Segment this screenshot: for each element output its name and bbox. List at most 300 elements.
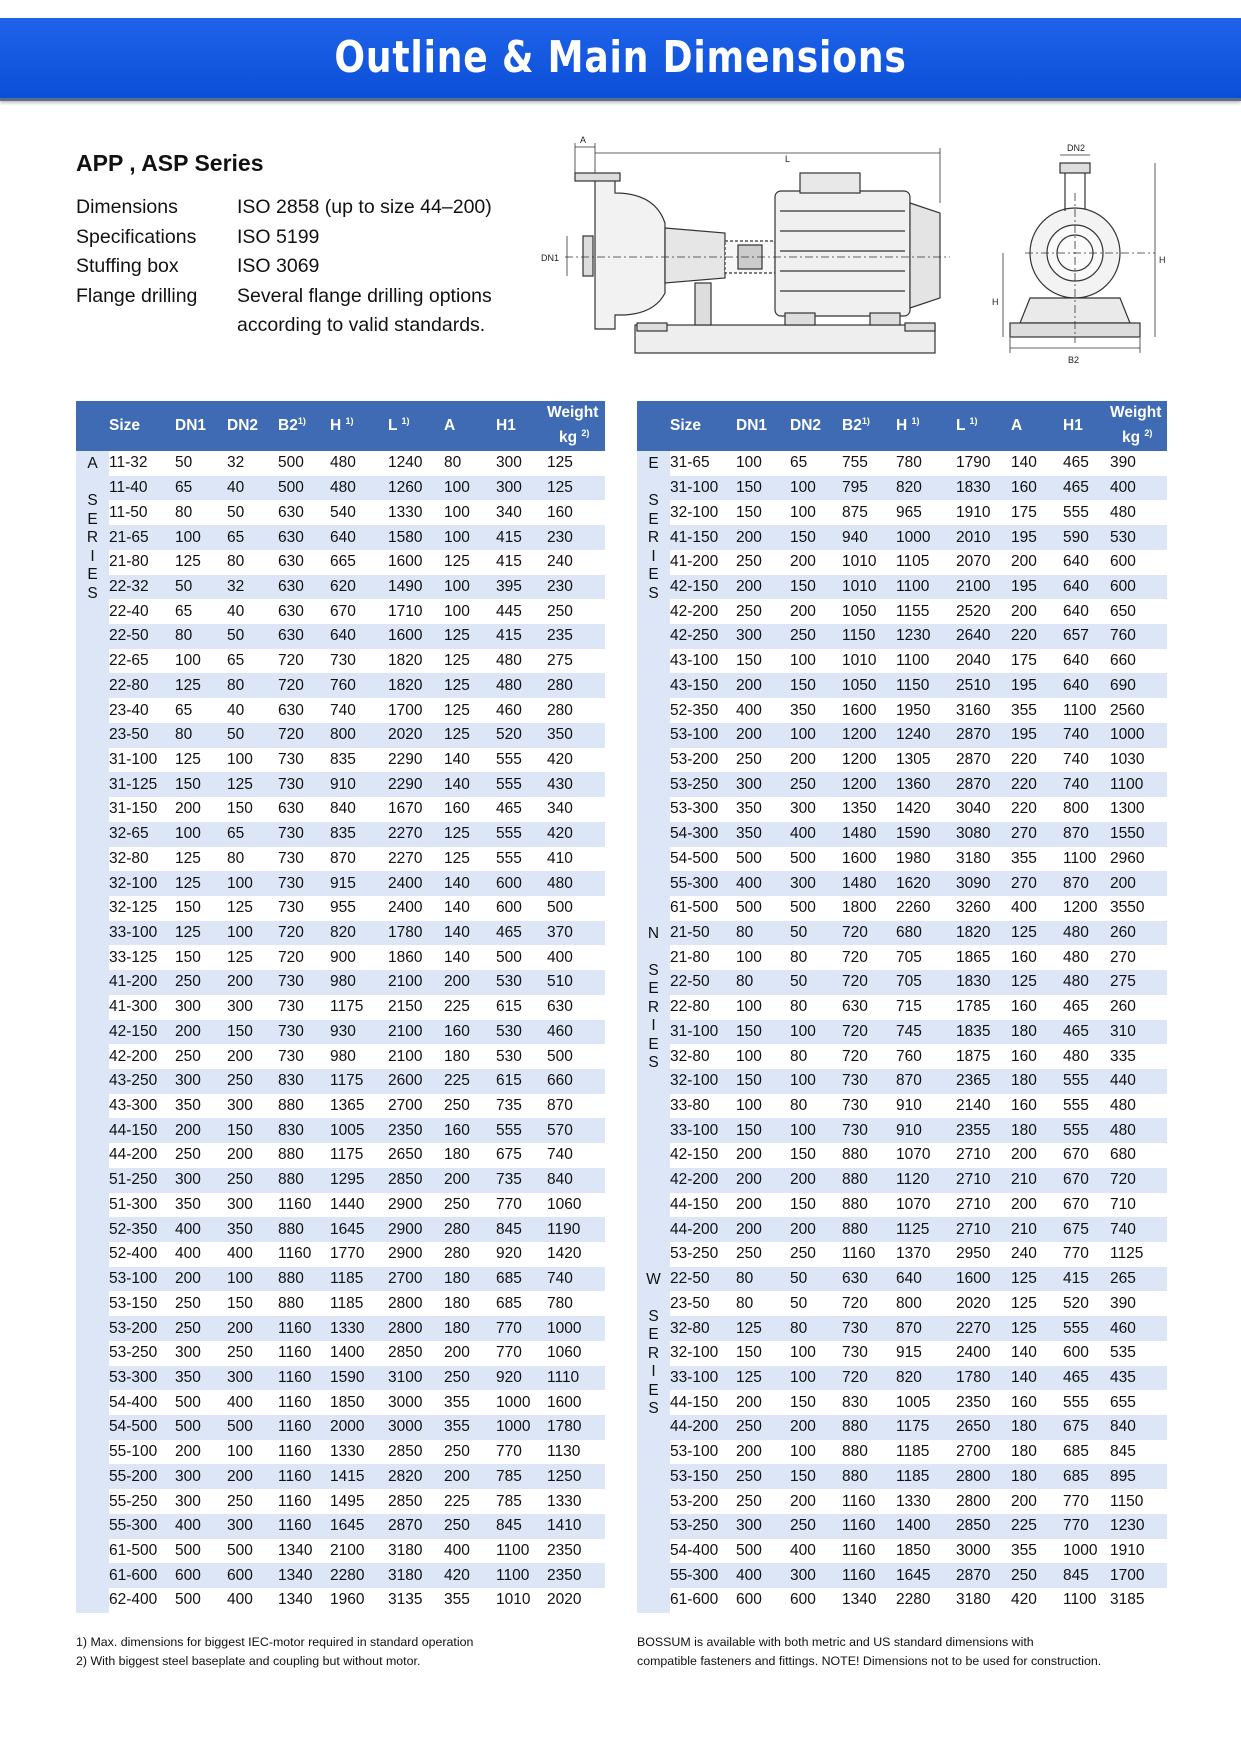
table-cell: 300 xyxy=(227,1514,278,1539)
drawing-label-h-side: H xyxy=(992,297,999,307)
table-row xyxy=(637,1291,1167,1316)
table-row xyxy=(76,970,605,995)
table-cell: 32 xyxy=(227,575,278,600)
table-cell: 2640 xyxy=(956,624,1011,649)
table-cell: 3550 xyxy=(1110,896,1167,921)
series-letter: E xyxy=(648,1381,659,1399)
table-cell: 31-65 xyxy=(670,451,736,476)
table-cell: 2100 xyxy=(388,1020,444,1045)
table-cell: 880 xyxy=(278,1217,330,1242)
table-cell: 1590 xyxy=(896,822,956,847)
table-cell: 2280 xyxy=(896,1588,956,1613)
table-cell: 880 xyxy=(278,1094,330,1119)
table-cell: 530 xyxy=(1110,525,1167,550)
table-cell: 22-40 xyxy=(109,599,175,624)
table-cell: 955 xyxy=(330,896,388,921)
table-cell: 730 xyxy=(278,772,330,797)
table-cell: 160 xyxy=(1011,1044,1063,1069)
table-row xyxy=(76,1489,605,1514)
table-row xyxy=(637,1366,1167,1391)
table-cell: 2400 xyxy=(956,1341,1011,1366)
table-cell: 280 xyxy=(547,673,605,698)
table-cell: 180 xyxy=(444,1291,496,1316)
table-cell: 2800 xyxy=(956,1489,1011,1514)
table-cell: 150 xyxy=(736,1341,790,1366)
table-cell: 730 xyxy=(278,896,330,921)
table-cell: 3100 xyxy=(388,1366,444,1391)
table-cell: 1120 xyxy=(896,1168,956,1193)
table-cell: 480 xyxy=(547,871,605,896)
table-cell: 180 xyxy=(1011,1464,1063,1489)
table-row xyxy=(76,1242,605,1267)
table-cell: 930 xyxy=(330,1020,388,1045)
spec-label: Dimensions xyxy=(76,196,178,218)
table-cell: 350 xyxy=(736,797,790,822)
table-cell: 480 xyxy=(496,649,547,674)
table-cell: 800 xyxy=(1063,797,1110,822)
table-cell: 500 xyxy=(790,847,842,872)
table-cell: 740 xyxy=(1110,1217,1167,1242)
table-cell: 32-100 xyxy=(670,1069,736,1094)
table-row xyxy=(76,599,605,624)
table-cell: 100 xyxy=(790,723,842,748)
table-cell: 1125 xyxy=(1110,1242,1167,1267)
table-cell: 1950 xyxy=(896,698,956,723)
table-cell: 400 xyxy=(175,1514,227,1539)
table-cell: 300 xyxy=(736,624,790,649)
table-cell: 125 xyxy=(736,1366,790,1391)
table-cell: 770 xyxy=(496,1341,547,1366)
table-row xyxy=(637,550,1167,575)
table-cell: 150 xyxy=(790,525,842,550)
table-cell: 1800 xyxy=(842,896,896,921)
table-cell: 1360 xyxy=(896,772,956,797)
table-cell: 840 xyxy=(330,797,388,822)
table-cell: 150 xyxy=(175,896,227,921)
table-cell: 730 xyxy=(842,1316,896,1341)
series-letter: R xyxy=(647,1344,660,1362)
series-letter: I xyxy=(651,547,656,565)
table-cell: 195 xyxy=(1011,723,1063,748)
table-cell: 350 xyxy=(736,822,790,847)
table-cell: 31-100 xyxy=(670,1020,736,1045)
table-cell: 2870 xyxy=(956,748,1011,773)
table-row xyxy=(637,748,1167,773)
table-row xyxy=(637,1316,1167,1341)
table-cell: 1185 xyxy=(896,1440,956,1465)
table-cell: 630 xyxy=(278,525,330,550)
table-cell: 910 xyxy=(896,1118,956,1143)
table-cell: 1160 xyxy=(278,1514,330,1539)
table-cell: 100 xyxy=(227,871,278,896)
table-cell: 160 xyxy=(1011,476,1063,501)
table-cell: 53-150 xyxy=(109,1291,175,1316)
table-cell: 685 xyxy=(496,1291,547,1316)
table-cell: 3180 xyxy=(388,1539,444,1564)
table-cell: 2900 xyxy=(388,1242,444,1267)
table-cell: 43-150 xyxy=(670,673,736,698)
header-l: L $^{1)}$ xyxy=(956,401,1011,451)
table-cell: 740 xyxy=(1063,723,1110,748)
table-cell: 21-50 xyxy=(670,921,736,946)
table-cell: 830 xyxy=(278,1069,330,1094)
table-cell: 50 xyxy=(790,921,842,946)
table-cell: 1440 xyxy=(330,1193,388,1218)
table-cell: 730 xyxy=(330,649,388,674)
table-cell: 200 xyxy=(736,1440,790,1465)
table-cell: 250 xyxy=(736,550,790,575)
table-cell: 880 xyxy=(842,1168,896,1193)
table-cell: 55-300 xyxy=(670,871,736,896)
table-cell: 100 xyxy=(736,451,790,476)
table-cell: 730 xyxy=(278,995,330,1020)
spec-label: Specifications xyxy=(76,225,197,248)
table-cell: 200 xyxy=(790,1415,842,1440)
table-cell: 2510 xyxy=(956,673,1011,698)
table-cell: 200 xyxy=(1011,550,1063,575)
table-row xyxy=(76,500,605,525)
table-cell: 200 xyxy=(790,1168,842,1193)
table-cell: 835 xyxy=(330,822,388,847)
table-cell: 310 xyxy=(1110,1020,1167,1045)
table-cell: 3000 xyxy=(388,1390,444,1415)
table-cell: 240 xyxy=(547,550,605,575)
table-cell: 630 xyxy=(278,624,330,649)
series-letter: E xyxy=(648,510,659,528)
table-cell: 3040 xyxy=(956,797,1011,822)
table-cell: 1865 xyxy=(956,945,1011,970)
table-cell: 770 xyxy=(1063,1514,1110,1539)
table-cell: 1780 xyxy=(547,1415,605,1440)
table-cell: 1850 xyxy=(330,1390,388,1415)
series-letter: E xyxy=(648,1035,659,1053)
table-row xyxy=(76,723,605,748)
table-cell: 1295 xyxy=(330,1168,388,1193)
spec-row xyxy=(76,193,537,223)
table-cell: 500 xyxy=(175,1390,227,1415)
table-header-row xyxy=(76,401,605,451)
table-cell: 200 xyxy=(1011,599,1063,624)
table-cell: 300 xyxy=(175,1464,227,1489)
table-cell: 1600 xyxy=(842,847,896,872)
table-cell: 1155 xyxy=(896,599,956,624)
table-row xyxy=(76,921,605,946)
table-row xyxy=(637,500,1167,525)
table-cell: 50 xyxy=(227,500,278,525)
table-cell: 32 xyxy=(227,451,278,476)
table-row xyxy=(637,1514,1167,1539)
table-cell: 150 xyxy=(175,945,227,970)
table-cell: 2900 xyxy=(388,1193,444,1218)
table-cell: 1370 xyxy=(896,1242,956,1267)
table-cell: 125 xyxy=(227,896,278,921)
series-letter: W xyxy=(646,1270,661,1288)
table-cell: 1005 xyxy=(330,1118,388,1143)
table-cell: 3000 xyxy=(956,1539,1011,1564)
table-cell: 3090 xyxy=(956,871,1011,896)
table-cell: 270 xyxy=(1110,945,1167,970)
table-cell: 1230 xyxy=(1110,1514,1167,1539)
table-cell: 910 xyxy=(896,1094,956,1119)
table-cell: 2960 xyxy=(1110,847,1167,872)
series-label xyxy=(637,451,670,921)
table-cell: 900 xyxy=(330,945,388,970)
table-cell: 715 xyxy=(896,995,956,1020)
table-cell: 1340 xyxy=(278,1539,330,1564)
table-cell: 3135 xyxy=(388,1588,444,1613)
table-cell: 200 xyxy=(175,1267,227,1292)
pump-outline-drawing xyxy=(541,133,1175,383)
table-cell: 2870 xyxy=(956,1563,1011,1588)
table-cell: 125 xyxy=(1011,1316,1063,1341)
table-cell: 800 xyxy=(330,723,388,748)
table-cell: 140 xyxy=(444,748,496,773)
table-cell: 250 xyxy=(175,1291,227,1316)
table-cell: 160 xyxy=(547,500,605,525)
table-cell: 62-400 xyxy=(109,1588,175,1613)
table-cell: 350 xyxy=(227,1217,278,1242)
series-letter xyxy=(637,943,670,962)
table-cell: 600 xyxy=(227,1563,278,1588)
table-cell: 33-100 xyxy=(670,1366,736,1391)
table-cell: 780 xyxy=(896,451,956,476)
table-cell: 180 xyxy=(444,1044,496,1069)
table-cell: 350 xyxy=(175,1193,227,1218)
table-cell: 125 xyxy=(444,698,496,723)
table-cell: 41-150 xyxy=(670,525,736,550)
table-cell: 1330 xyxy=(388,500,444,525)
table-cell: 730 xyxy=(842,1069,896,1094)
header-dn1: DN1 xyxy=(175,401,227,451)
table-cell: 600 xyxy=(496,871,547,896)
header-series xyxy=(76,401,109,451)
table-cell: 1160 xyxy=(842,1514,896,1539)
table-cell: 270 xyxy=(1011,822,1063,847)
table-cell: 2820 xyxy=(388,1464,444,1489)
series-letter: I xyxy=(90,547,95,565)
table-cell: 670 xyxy=(330,599,388,624)
table-row xyxy=(76,1118,605,1143)
table-cell: 1600 xyxy=(388,624,444,649)
table-cell: 720 xyxy=(842,921,896,946)
table-cell: 555 xyxy=(1063,1390,1110,1415)
table-cell: 2270 xyxy=(388,847,444,872)
table-cell: 500 xyxy=(175,1539,227,1564)
table-cell: 530 xyxy=(496,970,547,995)
table-cell: 200 xyxy=(736,1217,790,1242)
table-cell: 1100 xyxy=(1063,847,1110,872)
table-cell: 180 xyxy=(1011,1415,1063,1440)
table-cell: 125 xyxy=(175,921,227,946)
table-cell: 125 xyxy=(444,822,496,847)
table-cell: 65 xyxy=(175,698,227,723)
table-cell: 720 xyxy=(278,945,330,970)
table-cell: 2290 xyxy=(388,748,444,773)
table-cell: 125 xyxy=(547,476,605,501)
table-cell: 530 xyxy=(496,1044,547,1069)
table-cell: 465 xyxy=(1063,1366,1110,1391)
table-cell: 150 xyxy=(790,673,842,698)
header-a: A xyxy=(444,401,496,451)
table-cell: 300 xyxy=(496,476,547,501)
table-cell: 65 xyxy=(227,649,278,674)
table-cell: 1820 xyxy=(956,921,1011,946)
table-cell: 54-400 xyxy=(109,1390,175,1415)
table-cell: 880 xyxy=(842,1143,896,1168)
table-cell: 1160 xyxy=(278,1341,330,1366)
table-cell: 1100 xyxy=(496,1563,547,1588)
table-cell: 870 xyxy=(1063,822,1110,847)
table-row xyxy=(76,1291,605,1316)
table-cell: 31-125 xyxy=(109,772,175,797)
table-cell: 150 xyxy=(790,1464,842,1489)
table-cell: 705 xyxy=(896,970,956,995)
table-cell: 2000 xyxy=(330,1415,388,1440)
table-cell: 845 xyxy=(1063,1563,1110,1588)
table-row xyxy=(637,624,1167,649)
table-cell: 480 xyxy=(1063,1044,1110,1069)
series-letter: R xyxy=(647,998,660,1016)
table-cell: 1160 xyxy=(842,1489,896,1514)
table-cell: 615 xyxy=(496,995,547,1020)
table-cell: 195 xyxy=(1011,673,1063,698)
table-cell: 80 xyxy=(227,673,278,698)
table-cell: 3180 xyxy=(388,1563,444,1588)
table-cell: 31-100 xyxy=(109,748,175,773)
table-cell: 54-300 xyxy=(670,822,736,847)
table-cell: 2350 xyxy=(388,1118,444,1143)
series-letter: S xyxy=(648,1400,659,1418)
table-cell: 350 xyxy=(547,723,605,748)
table-cell: 2260 xyxy=(896,896,956,921)
table-cell: 2100 xyxy=(330,1539,388,1564)
table-cell: 845 xyxy=(496,1217,547,1242)
table-row xyxy=(637,1217,1167,1242)
table-cell: 870 xyxy=(1063,871,1110,896)
table-cell: 795 xyxy=(842,476,896,501)
table-cell: 80 xyxy=(444,451,496,476)
header-a: A xyxy=(1011,401,1063,451)
table-cell: 1160 xyxy=(278,1440,330,1465)
header-h: H $^{1)}$ xyxy=(330,401,388,451)
table-cell: 880 xyxy=(278,1168,330,1193)
table-cell: 2710 xyxy=(956,1168,1011,1193)
footnotes xyxy=(76,1633,473,1671)
table-cell: 355 xyxy=(1011,1539,1063,1564)
table-cell: 1000 xyxy=(896,525,956,550)
table-row xyxy=(637,1390,1167,1415)
table-cell: 150 xyxy=(790,1143,842,1168)
table-row xyxy=(76,945,605,970)
table-cell: 42-200 xyxy=(109,1044,175,1069)
table-cell: 1160 xyxy=(278,1464,330,1489)
table-cell: 820 xyxy=(330,921,388,946)
table-cell: 400 xyxy=(444,1539,496,1564)
table-cell: 2140 xyxy=(956,1094,1011,1119)
table-cell: 230 xyxy=(547,525,605,550)
table-cell: 100 xyxy=(736,945,790,970)
table-cell: 200 xyxy=(736,1168,790,1193)
table-cell: 220 xyxy=(1011,624,1063,649)
table-cell: 355 xyxy=(444,1415,496,1440)
table-cell: 32-80 xyxy=(670,1044,736,1069)
table-cell: 880 xyxy=(278,1267,330,1292)
table-cell: 2710 xyxy=(956,1143,1011,1168)
table-cell: 840 xyxy=(1110,1415,1167,1440)
table-cell: 730 xyxy=(278,970,330,995)
table-cell: 1000 xyxy=(496,1415,547,1440)
table-cell: 1160 xyxy=(278,1415,330,1440)
table-cell: 1060 xyxy=(547,1193,605,1218)
header-b2: B2$^{1)}$ xyxy=(278,401,330,451)
table-cell: 915 xyxy=(330,871,388,896)
table-cell: 270 xyxy=(1011,871,1063,896)
table-cell: 480 xyxy=(330,476,388,501)
table-cell: 53-250 xyxy=(670,772,736,797)
table-cell: 280 xyxy=(547,698,605,723)
table-cell: 520 xyxy=(1063,1291,1110,1316)
table-cell: 1240 xyxy=(388,451,444,476)
table-cell: 100 xyxy=(790,476,842,501)
table-cell: 640 xyxy=(1063,673,1110,698)
table-cell: 415 xyxy=(1063,1267,1110,1292)
table-cell: 2650 xyxy=(388,1143,444,1168)
table-cell: 44-200 xyxy=(109,1143,175,1168)
table-cell: 180 xyxy=(1011,1118,1063,1143)
table-cell: 820 xyxy=(896,1366,956,1391)
table-cell: 195 xyxy=(1011,575,1063,600)
table-cell: 23-40 xyxy=(109,698,175,723)
table-cell: 42-200 xyxy=(670,1168,736,1193)
table-row xyxy=(637,1242,1167,1267)
table-row xyxy=(637,1489,1167,1514)
table-cell: 1160 xyxy=(278,1316,330,1341)
table-cell: 55-200 xyxy=(109,1464,175,1489)
spec-value: ISO 5199 xyxy=(237,225,320,248)
table-cell: 22-50 xyxy=(670,970,736,995)
table-cell: 200 xyxy=(227,1044,278,1069)
table-cell: 140 xyxy=(444,871,496,896)
table-cell: 1365 xyxy=(330,1094,388,1119)
table-row xyxy=(76,550,605,575)
table-cell: 2710 xyxy=(956,1217,1011,1242)
table-cell: 1200 xyxy=(1063,896,1110,921)
table-cell: 140 xyxy=(444,896,496,921)
table-cell: 840 xyxy=(547,1168,605,1193)
table-cell: 125 xyxy=(444,550,496,575)
table-cell: 300 xyxy=(736,1514,790,1539)
table-cell: 300 xyxy=(175,995,227,1020)
table-cell: 125 xyxy=(1011,1267,1063,1292)
table-cell: 1175 xyxy=(330,1143,388,1168)
table-cell: 160 xyxy=(444,1118,496,1143)
series-letter: E xyxy=(87,510,98,528)
table-cell: 640 xyxy=(1063,649,1110,674)
table-row xyxy=(76,772,605,797)
table-cell: 480 xyxy=(1063,945,1110,970)
table-cell: 3185 xyxy=(1110,1588,1167,1613)
table-cell: 250 xyxy=(444,1193,496,1218)
table-cell: 300 xyxy=(175,1489,227,1514)
series-letter: S xyxy=(87,492,98,509)
table-row xyxy=(76,1341,605,1366)
table-cell: 740 xyxy=(547,1267,605,1292)
table-cell: 870 xyxy=(896,1316,956,1341)
table-cell: 480 xyxy=(1063,921,1110,946)
table-cell: 460 xyxy=(1110,1316,1167,1341)
table-cell: 32-80 xyxy=(109,847,175,872)
table-cell: 140 xyxy=(1011,451,1063,476)
